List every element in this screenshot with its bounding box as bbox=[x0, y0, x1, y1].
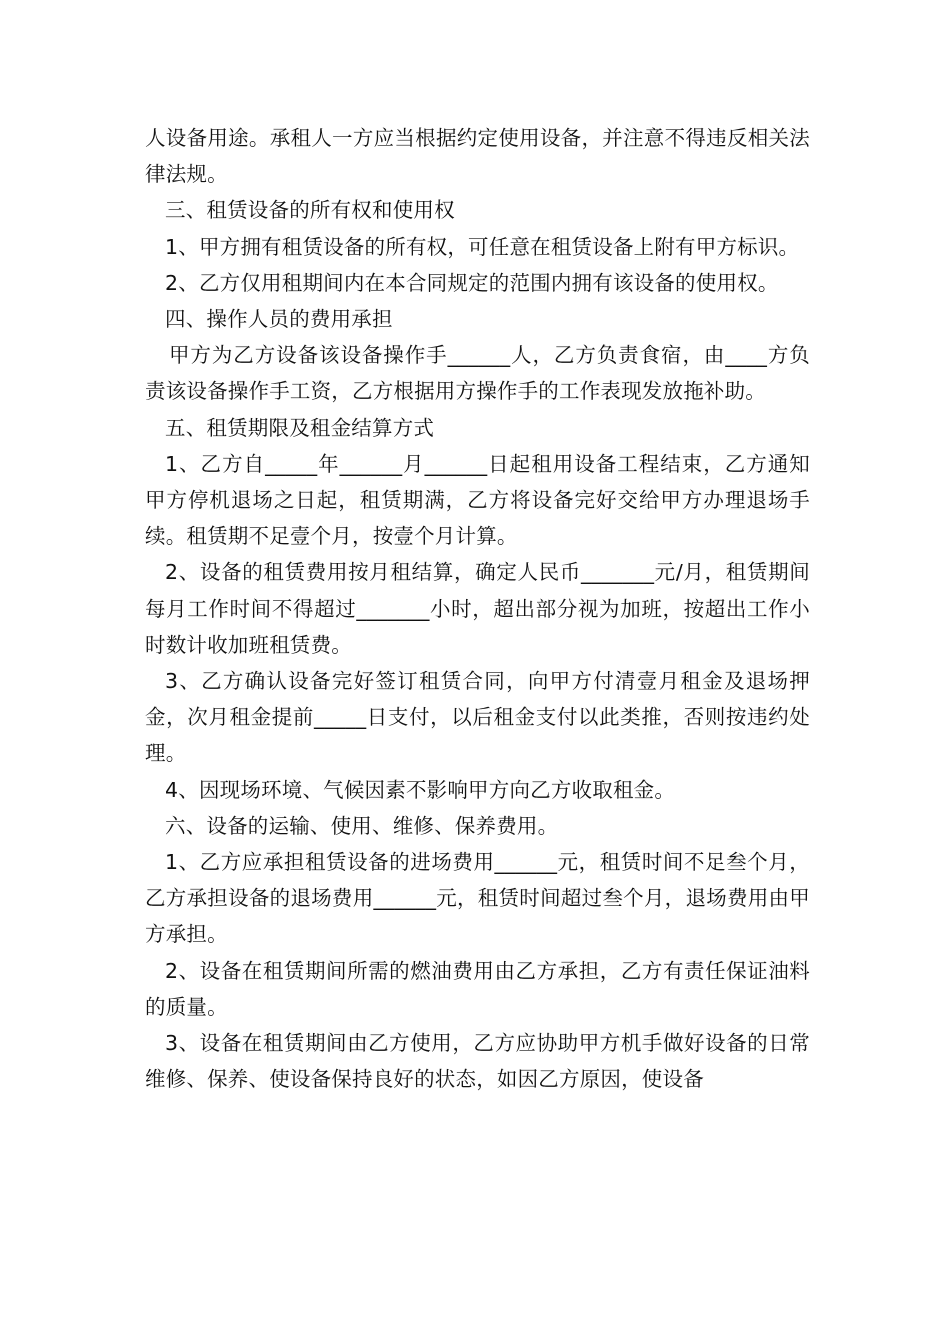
heading-transport-maintenance-costs: 六、设备的运输、使用、维修、保养费用。 bbox=[165, 813, 559, 838]
paragraph-device-usage: 人设备用途。承租人一方应当根据约定使用设备，并注意不得违反相关法律法规。 bbox=[145, 126, 810, 187]
document-body bbox=[145, 120, 810, 1097]
paragraph-usage-right-2: 2、乙方仅用租期间内在本合同规定的范围内拥有该设备的使用权。 bbox=[165, 270, 779, 295]
paragraph-operator-costs: 甲方为乙方设备该设备操作手______人，乙方负责食宿，由____方负责该设备操作手工资，乙方根据用方操作手的工作表现发放拖补助。 bbox=[145, 343, 810, 404]
paragraph-fuel-costs-2: 2、设备在租赁期间所需的燃油费用由乙方承担，乙方有责任保证油料的质量。 bbox=[145, 958, 810, 1019]
heading-lease-term-and-payment: 五、租赁期限及租金结算方式 bbox=[165, 415, 435, 440]
heading-operator-costs: 四、操作人员的费用承担 bbox=[165, 307, 393, 332]
paragraph-rent-settlement-2: 2、设备的租赁费用按月租结算，确定人民币_______元/月，租赁期间每月工作时间不得超过_______小时，超出部分视为加班，按超出工作小时数计收加班租赁费。 bbox=[145, 560, 810, 657]
paragraph-environment-rent-4: 4、因现场环境、气候因素不影响甲方向乙方收取租金。 bbox=[165, 777, 676, 802]
paragraph-deposit-payment-3: 3、乙方确认设备完好签订租赁合同，向甲方付清壹月租金及退场押金，次月租金提前_____日支付，以后租金支付以此类推，否则按违约处理。 bbox=[145, 669, 810, 766]
heading-ownership-and-usage-rights: 三、租赁设备的所有权和使用权 bbox=[165, 198, 455, 223]
paragraph-lease-term-1: 1、乙方自_____年______月______日起租用设备工程结束，乙方通知甲方停机退场之日起，租赁期满，乙方将设备完好交给甲方办理退场手续。租赁期不足壹个月，按壹个月计算。 bbox=[145, 451, 810, 549]
paragraph-ownership-1: 1、甲方拥有租赁设备的所有权，可任意在租赁设备上附有甲方标识。 bbox=[165, 234, 800, 259]
paragraph-transport-costs-1: 1、乙方应承担租赁设备的进场费用______元，租赁时间不足叁个月，乙方承担设备的退场费用______元，租赁时间超过叁个月，退场费用由甲方承担。 bbox=[145, 850, 810, 947]
paragraph-maintenance-3: 3、设备在租赁期间由乙方使用，乙方应协助甲方机手做好设备的日常维修、保养、使设备保持良好的状态，如因乙方原因，使设备 bbox=[145, 1031, 810, 1092]
